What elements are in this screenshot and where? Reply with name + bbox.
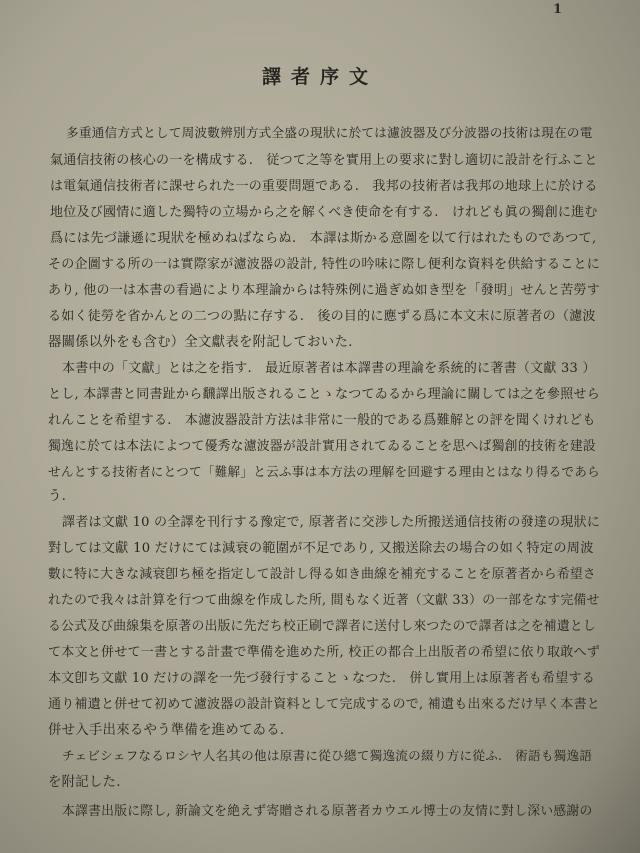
text-line: チェビシェフなるロシヤ人名其の他は原書に從ひ總て獨逸流の綴り方に從ふ. 術語も獨逸語: [62, 748, 593, 763]
text-line: その企圖する所の一は實際家が濾波器の設計, 特性の吟味に際し便利な資料を供給することに: [48, 257, 601, 272]
text-line: 爲には先づ謙遜に現狀を極めねばならぬ. 本譯は斯かる意圖を以て行はれたものであつて,: [50, 231, 597, 246]
text-line: せんとする技術者にとつて「難解」と云ふ事は本方法の理解を回避する理由とはなり得るであら: [48, 464, 600, 479]
text-line: 本譯書出版に際し, 新論文を絶えず寄贈される原著者カウエル博士の友情に對し深い感謝の: [62, 804, 593, 819]
text-line: 本文卽ち文獻 10 だけの譯を一先づ發行することゝなつた. 併し實用上は原著者も希望する: [48, 671, 595, 686]
text-line: 地位及び國情に適した獨特の立場から之を解くべき使命を有する. けれども眞の獨創に進む: [50, 205, 598, 220]
text-line: 本書中の「文獻」とは之を指す. 最近原著者は本譯書の理論を系統的に著書（文獻 33 ）: [62, 361, 596, 376]
text-line: れんことを希望する. 本濾波器設計方法は非常に一般的である爲難解との評を聞くけれども: [48, 413, 596, 428]
text-line: 多重通信方式として周波數辨別方式全盛の現狀に於ては濾波器及び分波器の技術は現在の電: [66, 125, 593, 140]
text-line: る如く徒勞を省かんとの二つの點に存する. 後の目的に應ずる爲に本文末に原著者の（濾波: [48, 309, 596, 324]
text-line: とし, 本譯書と同書趾から飜譯出版されることゝなつてゐるから理論に關しては之を參照せら: [48, 387, 601, 402]
text-line: 通り補遺と併せて初めて濾波器の設計資料として完成するので, 補遺も出來るだけ早く本書と: [48, 697, 601, 712]
text-line: 數に特に大きな減衰卽ち極を指定して設計し得る如き曲線を補充することを原著者から希望さ: [48, 567, 596, 582]
text-line: を附記した.: [48, 775, 121, 790]
text-line: れたので我々は計算を行つて曲線を作成した所, 間もなく近著（文獻 33）の一部をなす完備せ: [48, 593, 600, 608]
text-line: あり, 他の一は本書の看過により本理論からは特殊例に過ぎぬ如き型を「發明」せんと苦勞す: [48, 283, 601, 298]
text-line: 譯者は文獻 10 の全譯を刊行する豫定で, 原著者に交渉した所搬送通信技術の發達の現狀に: [62, 515, 601, 530]
text-line: 對しては文獻 10 だけにては減衰の範圍が不足であり, 又搬送除去の場合の如く特定の周波: [48, 541, 594, 556]
text-line: て本文と併せて一書とする計畫で準備を進めた所, 校正の都合上出版者の希望に依り取敢へず: [48, 645, 601, 660]
text-line: 氣通信技術の核心の一を構成する. 従つて之等を實用上の要求に對し適切に設計を行ふこと: [50, 153, 598, 168]
text-line: る公式及び曲線集を原著の出版に先だち校正刷で譯者に送付し來つたので譯者は之を補遺とし: [48, 619, 596, 634]
text-line: 器關係以外をも含む）全文獻表を附記しておいた.: [48, 335, 353, 350]
page-title: 譯者序文: [261, 66, 378, 88]
text-line: 併せ入手出來るやう準備を進めてゐる.: [48, 723, 285, 738]
text-line: は電氣通信技術者に課せられた一の重要問題である. 我邦の技術者は我邦の地球上に於ける: [50, 179, 598, 194]
text-line: 獨逸に於ては本法によつて優秀な濾波器が設計實用されてゐることを思へば獨創的技術を建設: [48, 439, 596, 454]
page-number: 1: [553, 2, 563, 17]
text-line: う.: [48, 489, 67, 504]
